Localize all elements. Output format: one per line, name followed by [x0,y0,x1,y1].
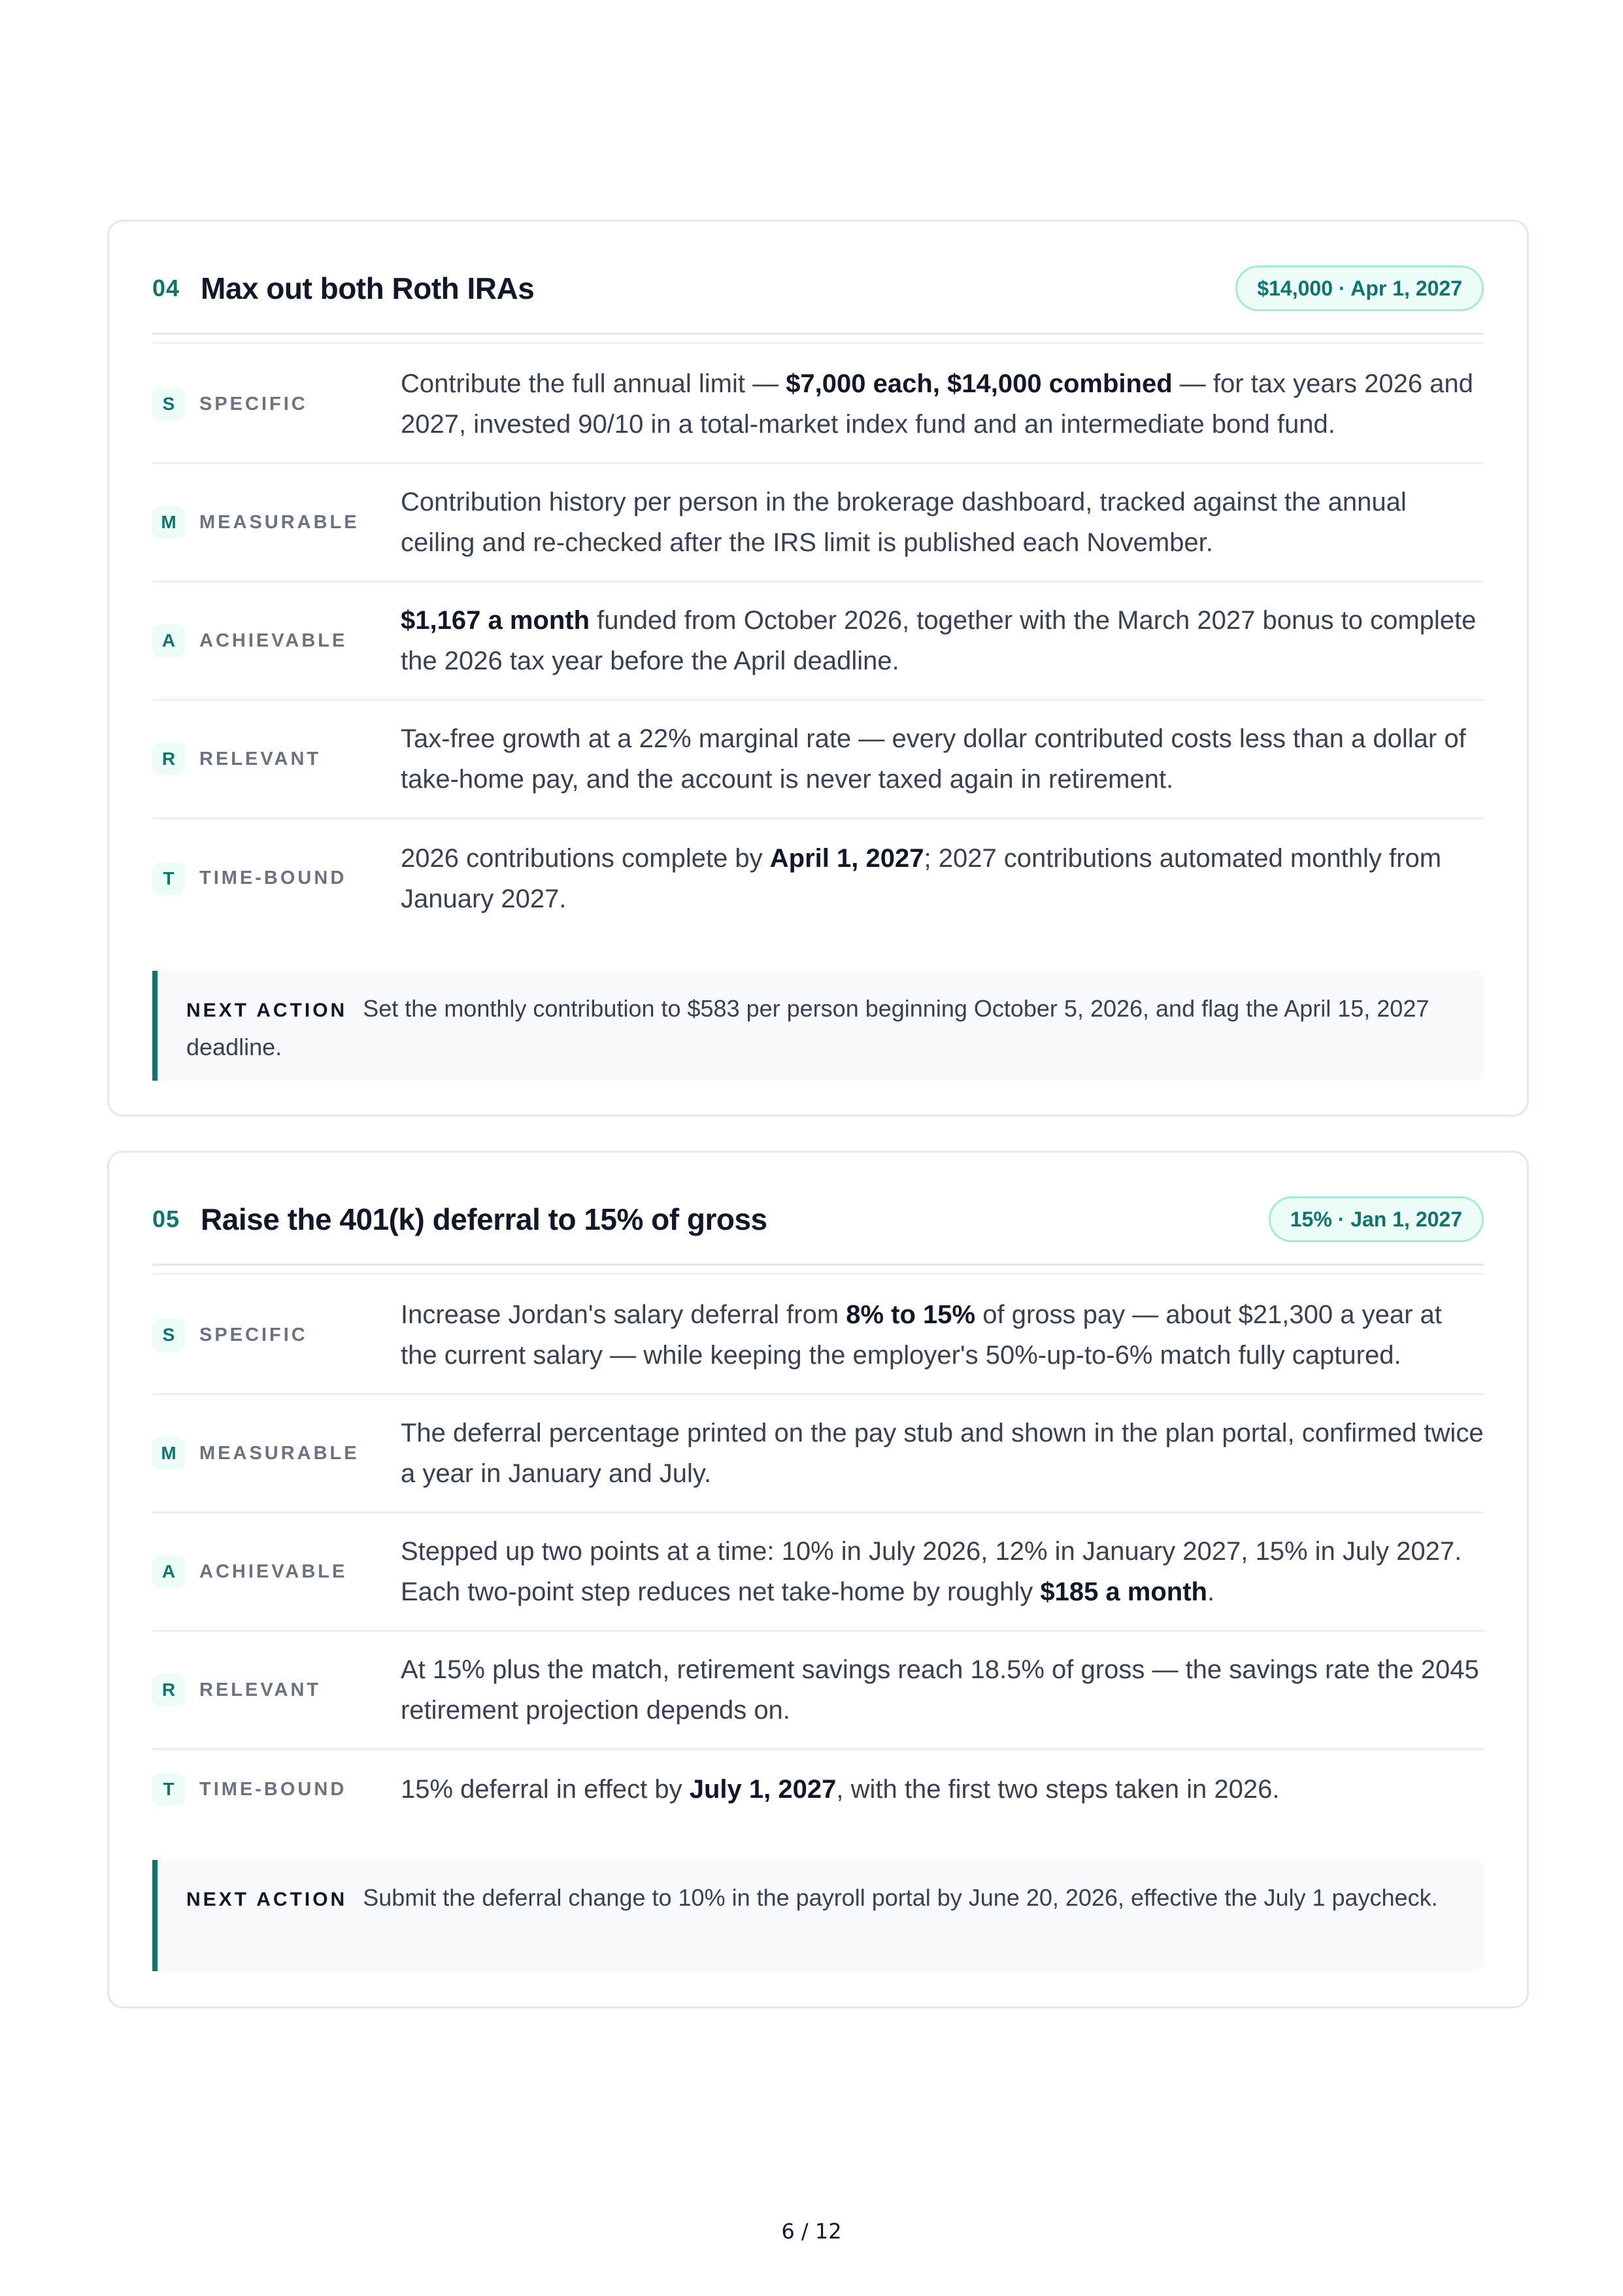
text-run: Stepped up two points at a time: 10% in July 2026, 12% in January 2027, 15% in July 2027. Each two-point step reduces net take-home by roughly [401,1537,1462,1606]
header-divider [152,1264,1484,1266]
row-text [401,1531,1484,1612]
row-text [401,838,1484,919]
row-text [401,482,1484,563]
text-run: funded from October 2026, together with the March 2027 bonus to complete the 2026 tax year before the April deadline. [401,606,1477,675]
smart-row-achievable [152,1513,1484,1632]
text-run: ; 2027 contributions automated monthly from January 2027. [401,843,1442,913]
row-text [401,1649,1484,1730]
smart-row-achievable [152,582,1484,701]
goal-target-badge: 15% · Jan 1, 2027 [1269,1196,1484,1242]
next-action-label: NEXT ACTION [186,1000,348,1021]
text-run: At 15% plus the match, retirement savings reach 18.5% of gross — the savings rate the 2045 retirement projection depends on. [401,1655,1479,1725]
goal-title: Max out both Roth IRAs [201,271,535,305]
smart-criteria-list [152,346,1484,937]
header-divider [152,1273,1484,1275]
header-divider [152,333,1484,335]
text-run: , with the first two steps taken in 2026. [836,1775,1280,1804]
letter-chip: T [152,1773,185,1806]
text-run: 15% deferral in effect by [401,1775,690,1804]
text-run: Contribute the full annual limit — [401,369,786,398]
row-name: ACHIEVABLE [199,630,348,651]
next-action-callout [152,1860,1484,1971]
text-run: Tax-free growth at a 22% marginal rate — every dollar contributed costs less than a dollar of take-home pay, and the account is never taxed again in retirement. [401,724,1466,794]
letter-chip: R [152,1674,185,1706]
smart-criteria-list [152,1277,1484,1829]
row-label [152,1773,401,1806]
row-label [152,388,401,420]
row-name: SPECIFIC [199,1324,308,1345]
text-run: Contribution history per person in the brokerage dashboard, tracked against the annual ceiling and re-checked after the IRS limit is published each November. [401,488,1407,557]
row-label [152,1674,401,1706]
text-emphasis: $1,167 a month [401,606,590,635]
row-name: RELEVANT [199,1679,322,1700]
row-text [401,1413,1484,1494]
text-run: The deferral percentage printed on the pay stub and shown in the plan portal, confirmed twice a year in January and July. [401,1419,1484,1488]
goal-number: 04 [152,275,180,301]
letter-chip: M [152,1437,185,1470]
smart-row-specific [152,1277,1484,1395]
goal-card [107,220,1529,1117]
text-emphasis: $185 a month [1040,1578,1207,1606]
text-run: 2026 contributions complete by [401,843,770,873]
smart-row-relevant [152,701,1484,819]
row-label [152,1437,401,1470]
smart-row-relevant [152,1632,1484,1750]
goal-target-badge: $14,000 · Apr 1, 2027 [1235,265,1484,311]
goal-header [152,262,1484,314]
text-run: of gross pay — about $21,300 a year at the current salary — while keeping the employer's 50%-up-to-6% match fully captured. [401,1300,1442,1370]
row-name: TIME-BOUND [199,1778,347,1800]
letter-chip: A [152,624,185,657]
row-name: SPECIFIC [199,393,308,414]
header-divider [152,342,1484,344]
goal-header [152,1193,1484,1245]
row-label [152,1319,401,1351]
page-number: 6 / 12 [781,2219,842,2244]
row-text [401,363,1484,445]
letter-chip: S [152,388,185,420]
letter-chip: R [152,743,185,775]
smart-row-time-bound [152,819,1484,937]
row-label [152,1555,401,1588]
smart-row-specific [152,346,1484,464]
next-action-text: Submit the deferral change to 10% in the payroll portal by June 20, 2026, effective the July 1 paycheck. [363,1884,1438,1911]
text-run: — for tax years 2026 and 2027, invested 90/10 in a total-market index fund and an intermediate bond fund. [401,369,1473,439]
row-name: MEASURABLE [199,511,360,533]
smart-row-time-bound [152,1750,1484,1829]
text-run: . [1207,1578,1215,1606]
text-run: Increase Jordan's salary deferral from [401,1300,846,1329]
row-name: ACHIEVABLE [199,1561,348,1582]
row-label [152,862,401,895]
goal-title: Raise the 401(k) deferral to 15% of gross [201,1202,767,1236]
smart-row-measurable [152,464,1484,582]
text-emphasis: April 1, 2027 [769,843,924,873]
row-text [401,1769,1484,1810]
row-name: MEASURABLE [199,1442,360,1464]
next-action-callout [152,971,1484,1081]
row-text [401,718,1484,800]
row-text [401,600,1484,681]
letter-chip: M [152,506,185,539]
text-emphasis: $7,000 each, $14,000 combined [786,369,1173,398]
text-emphasis: 8% to 15% [846,1300,976,1329]
row-name: RELEVANT [199,748,322,769]
text-emphasis: July 1, 2027 [689,1775,837,1804]
next-action-label: NEXT ACTION [186,1889,348,1910]
row-text [401,1294,1484,1376]
goal-card [107,1151,1529,2008]
row-name: TIME-BOUND [199,868,347,888]
letter-chip: A [152,1555,185,1588]
row-label [152,624,401,657]
row-label [152,743,401,775]
goal-number: 05 [152,1206,180,1232]
letter-chip: S [152,1319,185,1351]
row-label [152,506,401,539]
smart-row-measurable [152,1395,1484,1513]
next-action-text: Set the monthly contribution to $583 per person beginning October 5, 2026, and flag the April 15, 2027 deadline. [186,995,1430,1060]
letter-chip: T [152,862,185,895]
